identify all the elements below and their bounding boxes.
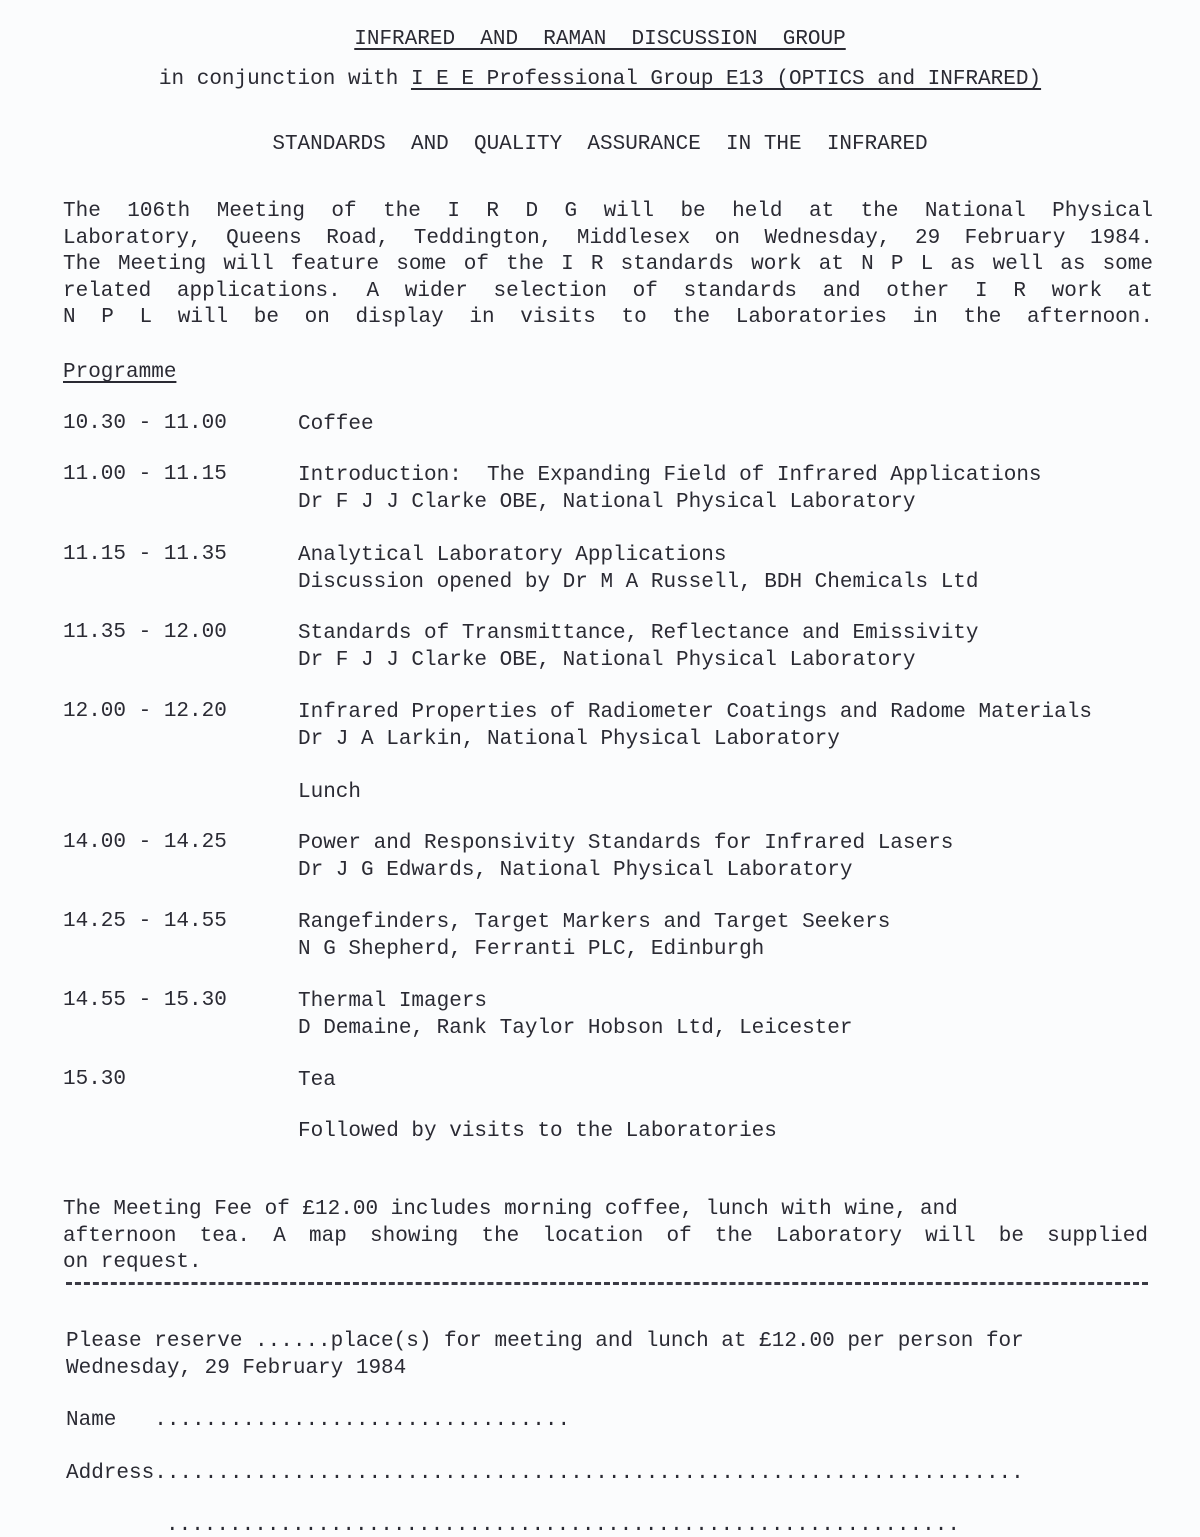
programme-item [298,831,953,884]
programme-item [298,543,979,596]
programme-title: Followed by visits to the Laboratories [298,1120,777,1143]
name-field[interactable]: Name ................................. [66,1409,571,1432]
programme-time: 14.25 - 14.55 [63,910,227,933]
address-line-2-field[interactable]: ............................................................... [166,1514,960,1537]
programme-speaker: Discussion opened by Dr M A Russell, BDH Chemicals Ltd [298,570,979,594]
programme-time: 14.55 - 15.30 [63,989,227,1012]
programme-item [298,989,853,1042]
programme-item [298,910,890,963]
programme-time: 11.15 - 11.35 [63,543,227,566]
programme-title: Analytical Laboratory Applications [298,544,727,567]
group-title: INFRARED AND RAMAN DISCUSSION GROUP [354,28,846,51]
address-field[interactable]: Address..................................................................... [66,1462,1024,1485]
programme-speaker: D Demaine, Rank Taylor Hobson Ltd, Leicester [298,1016,853,1040]
programme-item [298,463,1042,516]
reservation-text: Please reserve ......place(s) for meeting and lunch at £12.00 per person for Wednesday, 29 February 1984 [66,1330,1024,1380]
programme-speaker: Dr J G Edwards, National Physical Laboratory [298,858,853,882]
conjunction-line: in conjunction with I E E Professional Group E13 (OPTICS and INFRARED) [158,68,1042,91]
programme-title: Thermal Imagers [298,990,488,1013]
cut-line-divider [66,1282,1148,1285]
programme-item [298,780,361,807]
programme-title: Coffee [298,413,374,436]
meeting-title: STANDARDS AND QUALITY ASSURANCE IN THE INFRARED [272,133,928,156]
programme-speaker: Dr F J J Clarke OBE, National Physical Laboratory [298,648,916,672]
programme-time: 11.35 - 12.00 [63,621,227,644]
programme-item [298,700,1092,753]
programme-time: 11.00 - 11.15 [63,463,227,486]
programme-title: Lunch [298,781,362,804]
programme-time: 15.30 [63,1068,127,1091]
programme-time: 12.00 - 12.20 [63,700,227,723]
programme-title: Power and Responsivity Standards for Infrared Lasers [298,832,954,855]
programme-item [298,412,374,439]
programme-time: 14.00 - 14.25 [63,831,227,854]
programme-item [298,1119,777,1146]
programme-title: Introduction: The Expanding Field of Infrared Applications [298,464,1042,487]
intro-paragraph: The 106th Meeting of the I R D G will be held at the National Physical Laboratory, Queens Road, Teddington, Middlesex on Wednesday, 29 February 1984. The Meeting will feature some of the I R standards work at N P L as well as some related applications. A wider selection of standards and other I R work at N P L will be on display in visits to the Laboratories in the afternoon. [63,200,1153,329]
programme-title: Rangefinders, Target Markers and Target Seekers [298,911,891,934]
programme-title: Tea [298,1069,336,1092]
programme-speaker: Dr F J J Clarke OBE, National Physical Laboratory [298,490,916,514]
programme-speaker: Dr J A Larkin, National Physical Laboratory [298,727,840,751]
programme-item [298,621,979,674]
programme-item [298,1068,336,1095]
programme-time: 10.30 - 11.00 [63,412,227,435]
programme-title: Infrared Properties of Radiometer Coatings and Radome Materials [298,701,1092,724]
programme-title: Standards of Transmittance, Reflectance and Emissivity [298,622,979,645]
programme-speaker: N G Shepherd, Ferranti PLC, Edinburgh [298,937,765,961]
fee-paragraph: The Meeting Fee of £12.00 includes morning coffee, lunch with wine, and afternoon tea. A map showing the location of the Laboratory will be supplied on request. [63,1198,1148,1274]
programme-heading: Programme [63,361,177,384]
